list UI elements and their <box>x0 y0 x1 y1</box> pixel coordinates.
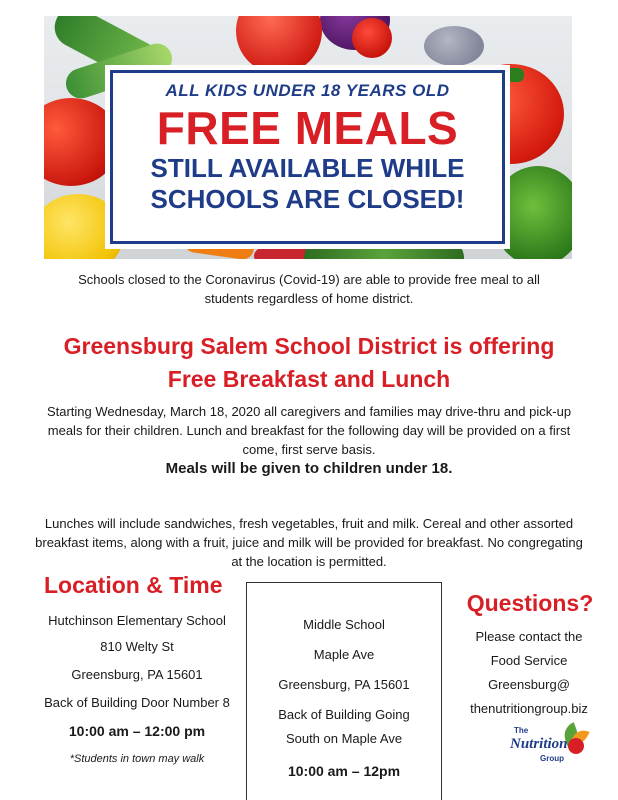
apple-shape <box>236 16 322 74</box>
nutrition-group-logo <box>508 722 598 772</box>
site-2-entrance-line-2: South on Maple Ave <box>285 731 403 746</box>
site-1-details <box>28 612 246 776</box>
banner-image <box>44 16 572 259</box>
site-2-street: Maple Ave <box>313 647 375 662</box>
cherry-tomato-shape <box>352 18 392 58</box>
questions-line-2: Food Service <box>490 653 568 668</box>
onion-shape <box>424 26 484 66</box>
logo-name: Nutrition <box>510 736 568 752</box>
questions-title: Questions? <box>466 590 594 616</box>
page-title-line-2: Free Breakfast and Lunch <box>167 366 451 392</box>
page-title <box>0 330 618 396</box>
site-2-name: Middle School <box>303 617 385 632</box>
lunches-paragraph: Lunches will include sandwiches, fresh vegetables, fruit and milk. Cereal and other assorted breakfast items, along with a fruit, juice and milk will be provided for breakfast. No congregating at the location is permitted. <box>35 516 583 569</box>
site-1-time: 10:00 am – 12:00 pm <box>68 723 206 739</box>
site-1-city: Greensburg, PA 15601 <box>71 667 203 682</box>
banner-line-2: SCHOOLS ARE CLOSED! <box>150 184 465 214</box>
site-2-city: Greensburg, PA 15601 <box>278 677 410 692</box>
banner-top-line: ALL KIDS UNDER 18 YEARS OLD <box>165 81 450 100</box>
page-title-line-1: Greensburg Salem School District is offering <box>63 333 555 359</box>
apple-icon <box>568 738 584 754</box>
site-1-entrance: Back of Building Door Number 8 <box>44 695 230 710</box>
banner-headline: FREE MEALS <box>156 102 459 154</box>
site-1-street: 810 Welty St <box>100 639 174 654</box>
intro-paragraph: Schools closed to the Coronavirus (Covid-19) are able to provide free meal to all students regardless of home district. <box>78 272 540 306</box>
logo-the: The <box>514 726 529 735</box>
questions-line-1: Please contact the <box>475 629 583 644</box>
logo-group: Group <box>540 754 564 763</box>
site-2-entrance-line-1: Back of Building Going <box>278 707 410 722</box>
contact-email[interactable]: thenutritiongroup.biz <box>470 701 588 716</box>
starting-paragraph: Starting Wednesday, March 18, 2020 all caregivers and families may drive-thru and pick-up meals for their children. Lunch and breakfast for the following day will be provided on a first come, first serve basis. <box>46 404 572 457</box>
banner-sign <box>110 70 505 244</box>
banner-line-1: STILL AVAILABLE WHILE <box>150 153 465 183</box>
meals-note: Meals will be given to children under 18. <box>165 460 453 477</box>
site-2-time: 10:00 am – 12pm <box>287 763 401 779</box>
location-title: Location & Time <box>44 572 223 598</box>
red-pepper-shape <box>44 98 120 186</box>
questions-line-3: Greensburg@ <box>488 677 570 692</box>
questions-details <box>444 628 614 724</box>
site-2-details <box>246 616 442 780</box>
site-1-name: Hutchinson Elementary School <box>48 613 226 628</box>
site-1-note: *Students in town may walk <box>69 753 205 765</box>
